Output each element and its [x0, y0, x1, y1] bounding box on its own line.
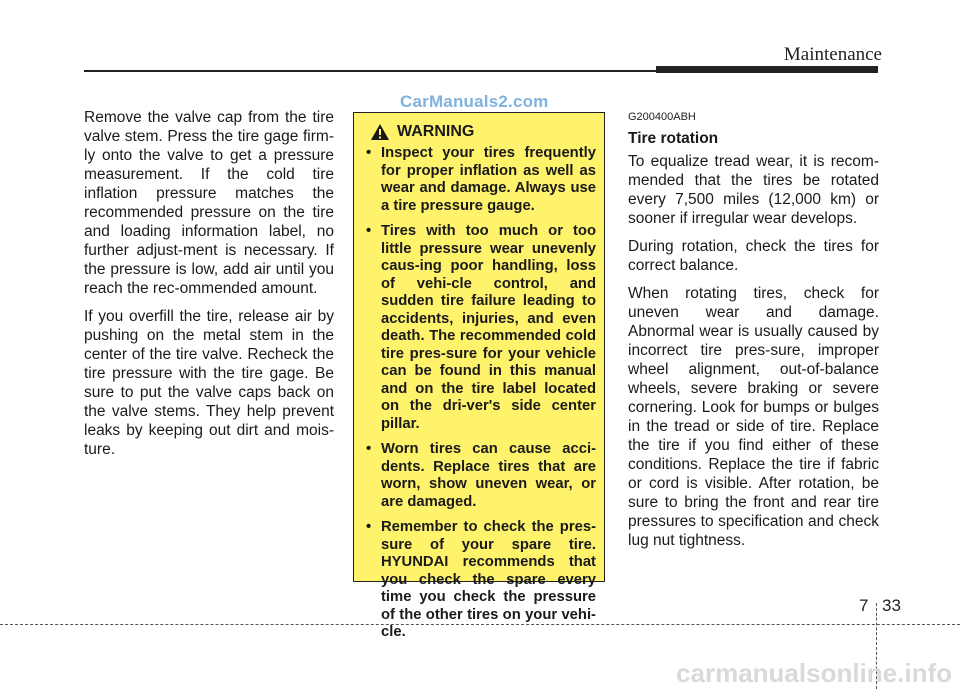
header-rule-accent — [656, 66, 878, 73]
body-paragraph: During rotation, check the tires for correct balance. — [628, 238, 879, 274]
warning-list — [364, 145, 596, 642]
body-paragraph: Remove the valve cap from the tire valve stem. Press the tire gage firm-ly onto the valve to get a pressure measurement. If the cold tire inflation pressure matches the recommended pressure on the tire and loading information label, no further adjust-ment is necessary. If the pressure is low, add air until you reach the rec-ommended amount. — [84, 109, 334, 297]
body-paragraph: When rotating tires, check for uneven wear and damage. Abnormal wear is usually caused by incorrect tire pres-sure, improper wheel alignment, out-of-balance wheels, severe braking or severe cornering. Look for bumps or bulges in the tread or side of tire. Replace the tire if you find either of these conditions. Replace the tire if fabric or cord is visible. After rotation, be sure to bring the front and rear tire pressures to specification and check lug nut tightness. — [628, 285, 879, 549]
section-code: G200400ABH — [628, 111, 696, 123]
warning-header — [370, 123, 596, 141]
chapter-number: 7 — [859, 596, 869, 615]
warning-item: • Tires with too much or too little pressure wear unevenly caus-ing poor handling, loss of vehi-cle control, and sudden tire failure leading to accidents, injuries, and even death. The recommended cold tire pres-sure for your vehicle can be found in this manual and on the tire label located on the dri-ver's side center pillar. — [364, 223, 596, 433]
page-number: 33 — [882, 596, 901, 615]
section-title: Tire rotation — [628, 130, 719, 147]
warning-box — [353, 112, 605, 640]
section-header-title: Maintenance — [783, 44, 882, 65]
body-paragraph: If you overfill the tire, release air by pushing on the metal stem in the center of the tire valve. Recheck the tire pressure with the tire gage. Be sure to put the valve caps back on the valve stems. They help prevent leaks by keeping out dirt and mois-ture. — [84, 308, 334, 458]
watermark-top: CarManuals2.com — [400, 92, 549, 111]
footer-rule — [0, 624, 960, 625]
watermark-bottom: carmanualsonline.info — [676, 658, 952, 688]
warning-item: • Inspect your tires frequently for proper inflation as well as wear and damage. Always use a tire pressure gauge. — [364, 145, 596, 215]
warning-item: • Remember to check the pres-sure of your spare tire. HYUNDAI recommends that you check the spare every time you check the pressure of the other tires on your vehi-cle. — [364, 519, 596, 642]
right-column — [628, 110, 879, 559]
warning-triangle-icon — [370, 123, 390, 141]
warning-label: WARNING — [397, 123, 475, 140]
warning-item: • Worn tires can cause acci-dents. Replace tires that are worn, show uneven wear, or are damaged. — [364, 441, 596, 511]
header-rule — [84, 70, 656, 72]
left-column — [84, 108, 334, 468]
body-paragraph: To equalize tread wear, it is recom-mended that the tires be rotated every 7,500 miles (12,000 km) or sooner if irregular wear develops. — [628, 153, 879, 227]
